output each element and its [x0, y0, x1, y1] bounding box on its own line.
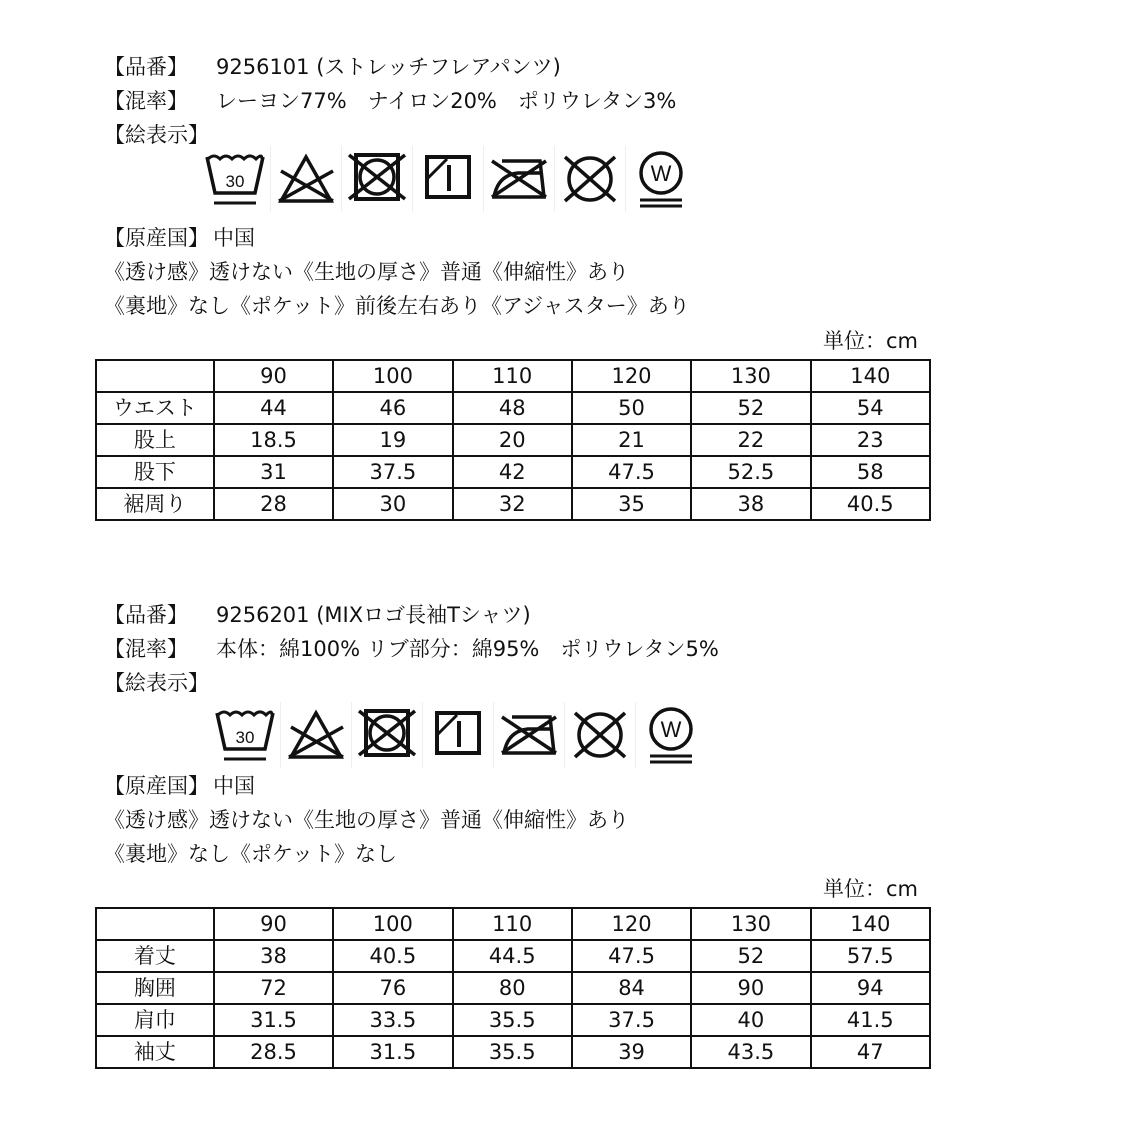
row-label: 着丈	[96, 940, 214, 972]
blend-value: レーヨン77% ナイロン20% ポリウレタン3%	[216, 89, 677, 113]
blend-label: 【混率】	[104, 89, 188, 113]
size-table	[95, 359, 931, 521]
svg-text:30: 30	[225, 172, 245, 191]
table-cell: 40.5	[333, 940, 452, 972]
attributes-line-2: 《裏地》なし《ポケット》なし	[104, 842, 397, 866]
table-cell: 47.5	[572, 940, 691, 972]
table-cell: 38	[214, 940, 333, 972]
svg-text:W: W	[660, 717, 682, 742]
origin-line	[104, 772, 255, 800]
table-cell: 52	[691, 940, 810, 972]
origin-value: 中国	[213, 226, 255, 250]
line-dry-shade-icon	[423, 702, 494, 768]
no-dry-clean-icon	[555, 146, 626, 212]
row-label: 股下	[96, 456, 214, 488]
table-cell: 90	[691, 972, 810, 1004]
no-bleach-icon	[281, 702, 352, 768]
origin-label: 【原産国】	[104, 774, 209, 798]
size-header: 90	[214, 360, 333, 392]
table-row	[96, 940, 930, 972]
size-header: 130	[691, 908, 810, 940]
care-icons-row	[200, 146, 696, 212]
care-label-heading: 【絵表示】	[104, 671, 209, 695]
table-cell: 47	[811, 1036, 930, 1068]
wash-30-icon	[200, 146, 271, 212]
table-cell: 38	[691, 488, 810, 520]
origin-label: 【原産国】	[104, 226, 209, 250]
size-header: 110	[453, 908, 572, 940]
size-header: 100	[333, 908, 452, 940]
table-cell: 44.5	[453, 940, 572, 972]
item-number-line	[104, 601, 531, 629]
header-corner-cell	[96, 908, 214, 940]
item-number-label: 【品番】	[104, 603, 188, 627]
item-number-value: 9256101 (ストレッチフレアパンツ)	[216, 55, 561, 79]
row-label: 裾周り	[96, 488, 214, 520]
table-row	[96, 456, 930, 488]
no-tumble-dry-icon	[342, 146, 413, 212]
table-cell: 72	[214, 972, 333, 1004]
no-bleach-icon	[271, 146, 342, 212]
table-cell: 20	[453, 424, 572, 456]
item-number-value: 9256201 (MIXロゴ長袖Tシャツ)	[216, 603, 531, 627]
blend-line	[104, 87, 676, 115]
row-label: 肩巾	[96, 1004, 214, 1036]
line-dry-shade-icon	[413, 146, 484, 212]
unit-label: 単位：cm	[822, 329, 918, 353]
table-cell: 23	[811, 424, 930, 456]
table-row	[96, 392, 930, 424]
origin-value: 中国	[213, 774, 255, 798]
size-header: 120	[572, 908, 691, 940]
table-cell: 35	[572, 488, 691, 520]
table-row	[96, 488, 930, 520]
blend-value: 本体：綿100% リブ部分：綿95% ポリウレタン5%	[216, 637, 719, 661]
table-cell: 35.5	[453, 1004, 572, 1036]
origin-line	[104, 224, 255, 252]
table-cell: 33.5	[333, 1004, 452, 1036]
table-row	[96, 424, 930, 456]
table-cell: 30	[333, 488, 452, 520]
table-cell: 37.5	[333, 456, 452, 488]
table-header-row	[96, 360, 930, 392]
item-number-label: 【品番】	[104, 55, 188, 79]
table-cell: 18.5	[214, 424, 333, 456]
table-cell: 28	[214, 488, 333, 520]
size-header: 100	[333, 360, 452, 392]
table-cell: 80	[453, 972, 572, 1004]
size-header: 110	[453, 360, 572, 392]
table-cell: 32	[453, 488, 572, 520]
attributes-line-1: 《透け感》透けない《生地の厚さ》普通《伸縮性》あり	[104, 808, 629, 832]
table-cell: 50	[572, 392, 691, 424]
header-corner-cell	[96, 360, 214, 392]
table-cell: 22	[691, 424, 810, 456]
table-row	[96, 972, 930, 1004]
table-cell: 94	[811, 972, 930, 1004]
table-header-row	[96, 908, 930, 940]
attributes-line-2: 《裏地》なし《ポケット》前後左右あり《アジャスター》あり	[104, 294, 690, 318]
table-cell: 39	[572, 1036, 691, 1068]
row-label: 股上	[96, 424, 214, 456]
no-dry-clean-icon	[565, 702, 636, 768]
table-cell: 37.5	[572, 1004, 691, 1036]
table-cell: 28.5	[214, 1036, 333, 1068]
size-header: 140	[811, 908, 930, 940]
table-cell: 46	[333, 392, 452, 424]
table-cell: 58	[811, 456, 930, 488]
table-cell: 42	[453, 456, 572, 488]
blend-label: 【混率】	[104, 637, 188, 661]
care-label-heading: 【絵表示】	[104, 123, 209, 147]
table-cell: 31.5	[214, 1004, 333, 1036]
table-cell: 31.5	[333, 1036, 452, 1068]
wet-clean-very-gentle-icon	[626, 146, 696, 212]
size-header: 120	[572, 360, 691, 392]
unit-label: 単位：cm	[822, 877, 918, 901]
table-cell: 40	[691, 1004, 810, 1036]
item-number-line	[104, 53, 561, 81]
table-cell: 54	[811, 392, 930, 424]
svg-text:30: 30	[235, 728, 255, 747]
blend-line	[104, 635, 719, 663]
table-cell: 76	[333, 972, 452, 1004]
wash-30-icon	[210, 702, 281, 768]
no-iron-icon	[494, 702, 565, 768]
svg-text:W: W	[650, 161, 672, 186]
table-cell: 84	[572, 972, 691, 1004]
size-header: 90	[214, 908, 333, 940]
table-cell: 44	[214, 392, 333, 424]
table-cell: 47.5	[572, 456, 691, 488]
size-header: 130	[691, 360, 810, 392]
table-cell: 35.5	[453, 1036, 572, 1068]
table-cell: 48	[453, 392, 572, 424]
table-cell: 31	[214, 456, 333, 488]
table-row	[96, 1004, 930, 1036]
table-cell: 41.5	[811, 1004, 930, 1036]
care-icons-row	[210, 702, 706, 768]
row-label: 袖丈	[96, 1036, 214, 1068]
size-table	[95, 907, 931, 1069]
no-tumble-dry-icon	[352, 702, 423, 768]
table-cell: 52.5	[691, 456, 810, 488]
table-cell: 21	[572, 424, 691, 456]
wet-clean-very-gentle-icon	[636, 702, 706, 768]
table-cell: 43.5	[691, 1036, 810, 1068]
table-cell: 40.5	[811, 488, 930, 520]
table-row	[96, 1036, 930, 1068]
table-cell: 52	[691, 392, 810, 424]
no-iron-icon	[484, 146, 555, 212]
attributes-line-1: 《透け感》透けない《生地の厚さ》普通《伸縮性》あり	[104, 260, 629, 284]
row-label: ウエスト	[96, 392, 214, 424]
table-cell: 19	[333, 424, 452, 456]
table-cell: 57.5	[811, 940, 930, 972]
row-label: 胸囲	[96, 972, 214, 1004]
size-header: 140	[811, 360, 930, 392]
